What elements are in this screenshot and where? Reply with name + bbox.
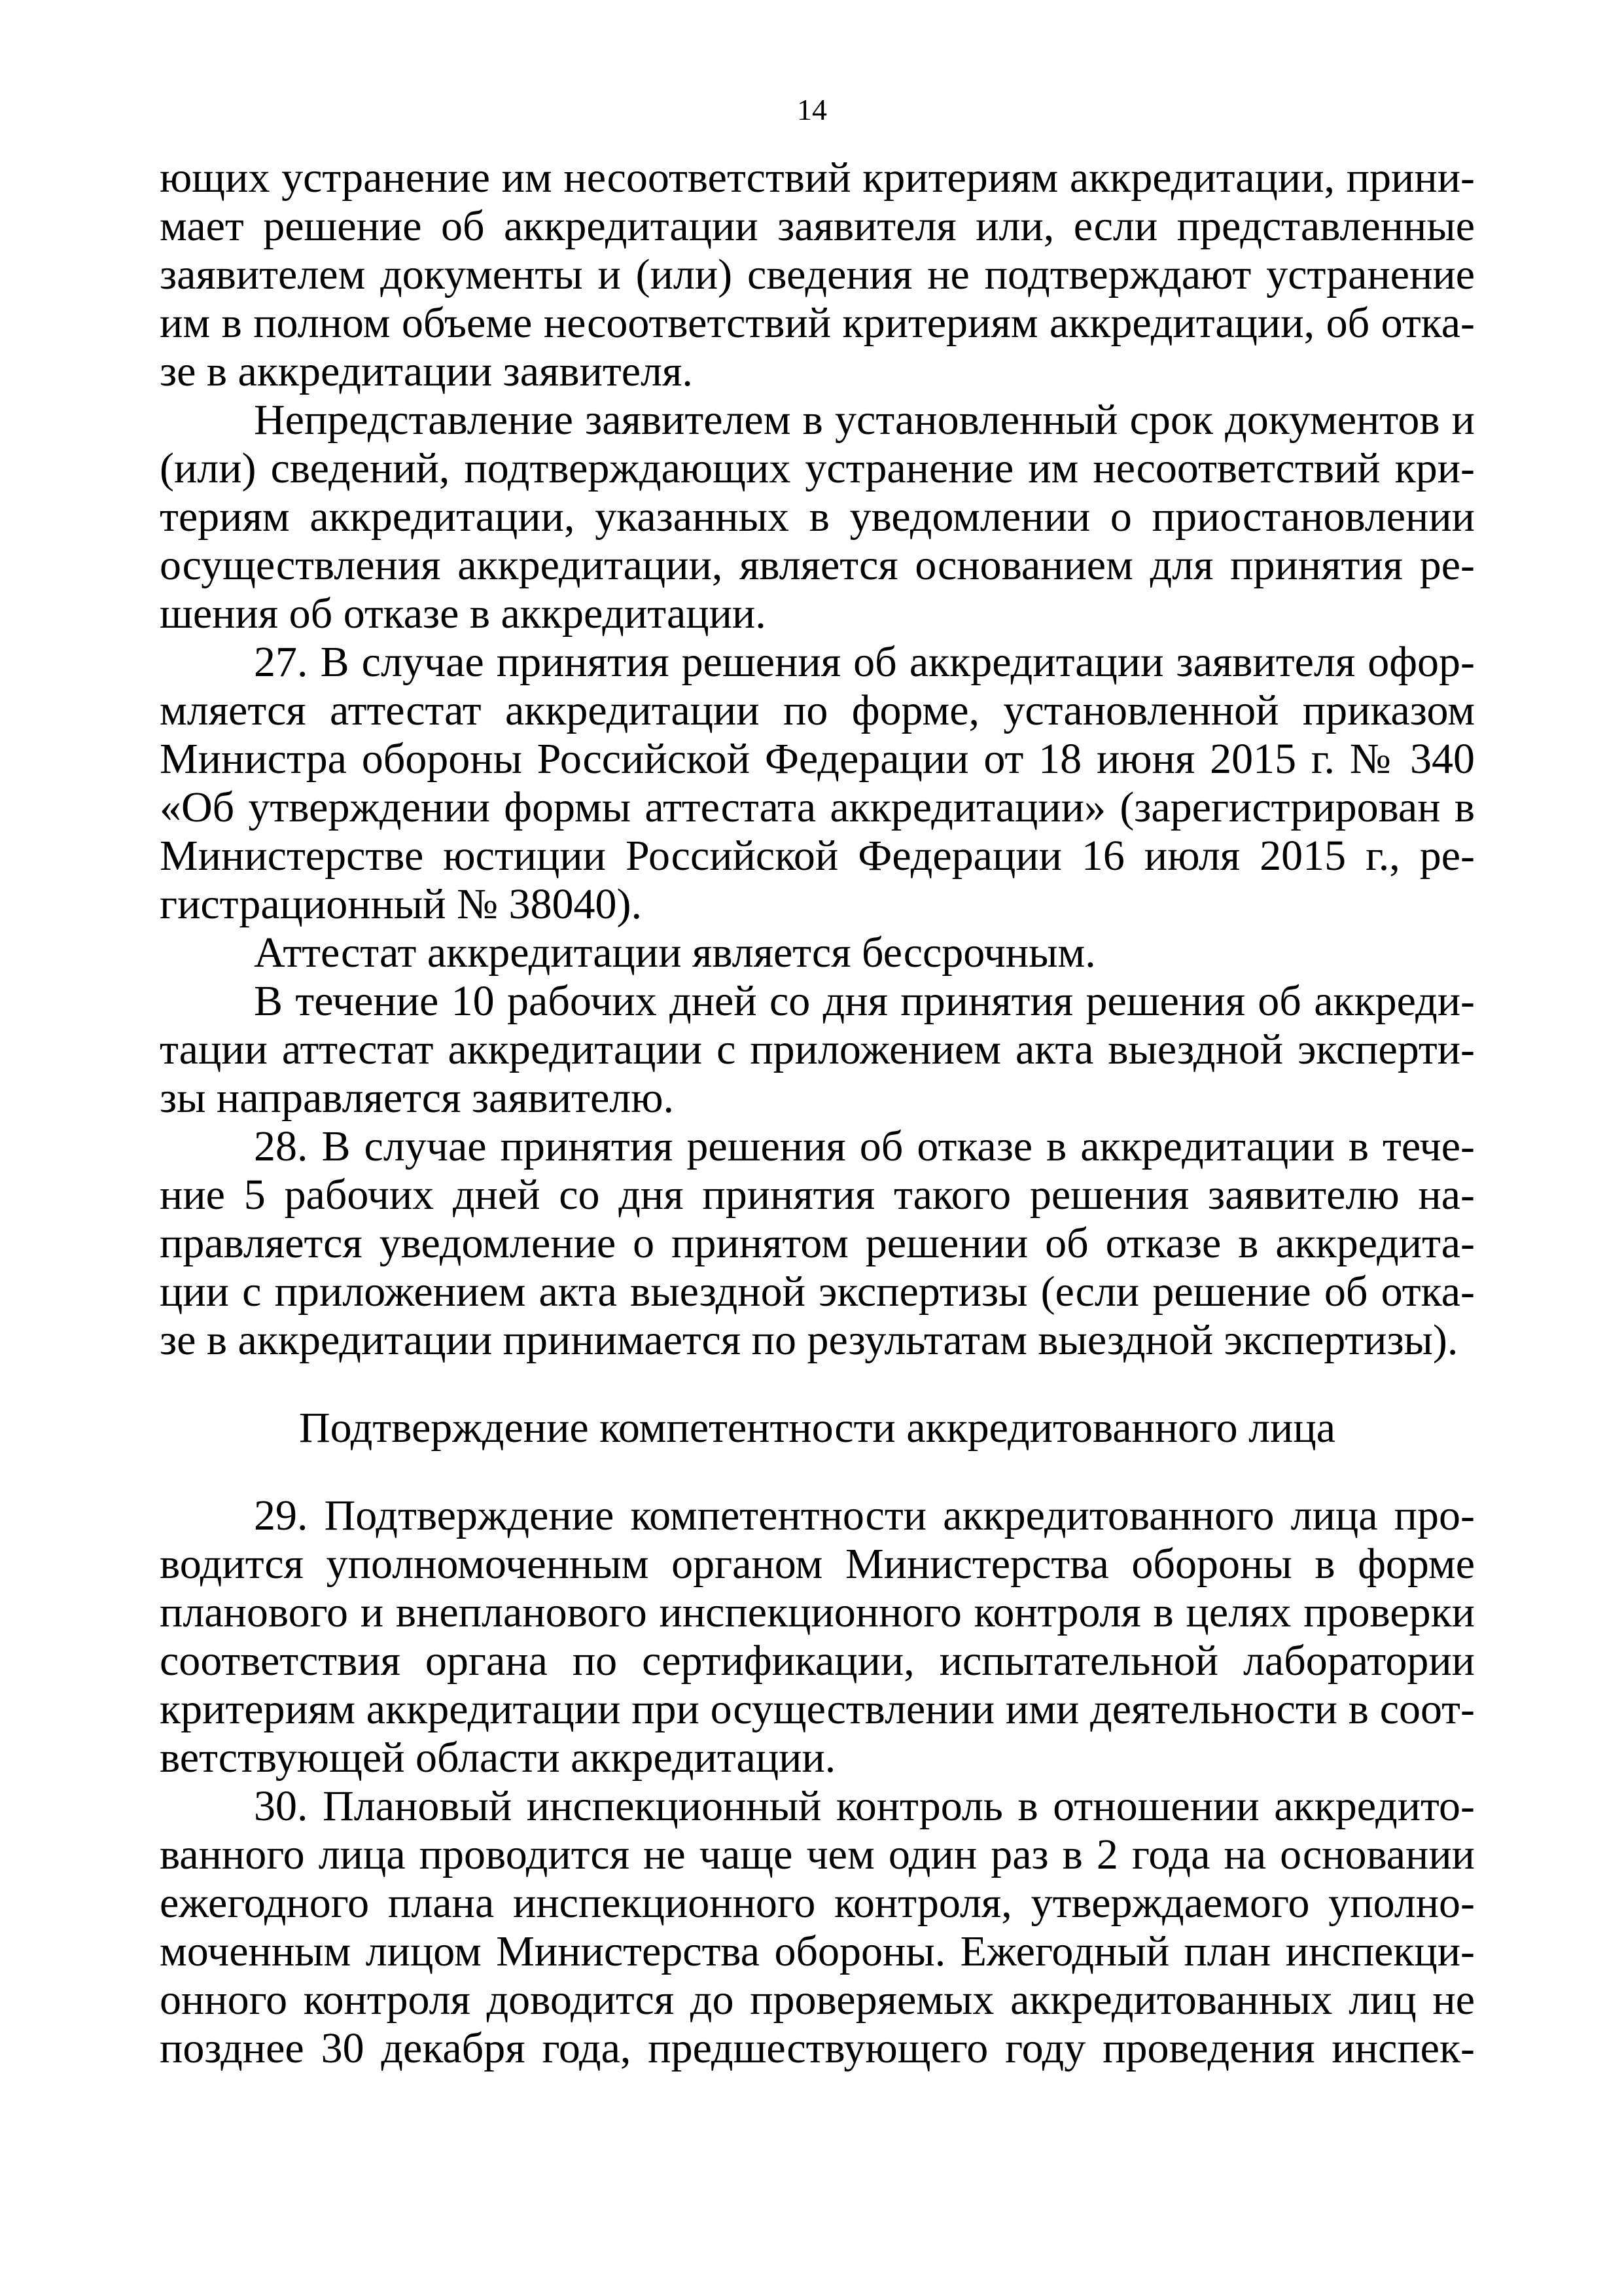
section-heading: Подтверждение компетентности аккредитованного лица [299,1404,1335,1452]
paragraph-first-line: В течение 10 рабочих дней со дня принятия решения об аккреди- [254,977,1475,1025]
text-line: мает решение об аккредитации заявителя или, если представленные [160,202,1475,250]
paragraph-first-line: 30. Плановый инспекционный контроль в отношении аккредито- [254,1782,1475,1830]
paragraph-first-line: Аттестат аккредитации является бессрочным. [254,929,1096,977]
text-line: тации аттестат аккредитации с приложением акта выездной эксперти- [160,1026,1475,1073]
text-line: (или) сведений, подтверждающих устранение им несоответствий кри- [160,444,1475,492]
paragraph-first-line: Непредставление заявителем в установленный срок документов и [254,396,1475,444]
text-line: ветствующей области аккредитации. [160,1734,836,1782]
text-line: ющих устранение им несоответствий критериям аккредитации, прини- [160,154,1475,202]
text-line: ежегодного плана инспекционного контроля, утверждаемого уполно- [160,1879,1475,1927]
text-line: Министерстве юстиции Российской Федерации 16 июля 2015 г., ре- [160,832,1475,880]
text-line: «Об утверждении формы аттестата аккредитации» (зарегистрирован в [160,783,1475,831]
text-line: соответствия органа по сертификации, испытательной лаборатории [160,1637,1475,1685]
text-line: зе в аккредитации заявителя. [160,348,693,395]
text-line: ции с приложением акта выездной экспертизы (если решение об отка- [160,1268,1475,1316]
text-line: критериям аккредитации при осуществлении ими деятельности в соот- [160,1685,1475,1733]
text-line: им в полном объеме несоответствий критериям аккредитации, об отка- [160,299,1475,347]
text-line: шения об отказе в аккредитации. [160,590,766,637]
text-line: ванного лица проводится не чаще чем один раз в 2 года на основании [160,1831,1475,1878]
text-line: позднее 30 декабря года, предшествующего году проведения инспек- [160,2024,1475,2072]
text-line: водится уполномоченным органом Министерства обороны в форме [160,1540,1475,1588]
text-line: планового и внепланового инспекционного контроля в целях проверки [160,1588,1475,1636]
text-line: заявителем документы и (или) сведения не подтверждают устранение [160,251,1475,298]
text-line: мляется аттестат аккредитации по форме, установленной приказом [160,687,1475,734]
text-line: ние 5 рабочих дней со дня принятия такого решения заявителю на- [160,1171,1475,1219]
text-line: осуществления аккредитации, является основанием для принятия ре- [160,541,1475,589]
page-number: 14 [797,93,827,126]
document-body [160,154,1475,2073]
paragraph-first-line: 29. Подтверждение компетентности аккредитованного лица про- [254,1492,1475,1539]
text-line: териям аккредитации, указанных в уведомлении о приостановлении [160,493,1475,541]
paragraph-first-line: 28. В случае принятия решения об отказе в аккредитации в тече- [254,1122,1475,1170]
paragraph-first-line: 27. В случае принятия решения об аккредитации заявителя офор- [254,638,1475,686]
text-line: моченным лицом Министерства обороны. Ежегодный план инспекци- [160,1928,1475,1975]
text-line: зе в аккредитации принимается по результатам выездной экспертизы). [160,1316,1458,1364]
text-line: онного контроля доводится до проверяемых аккредитованных лиц не [160,1976,1475,2024]
text-line: Министра обороны Российской Федерации от 18 июня 2015 г. № 340 [160,735,1475,783]
text-line: зы направляется заявителю. [160,1074,675,1122]
text-line: правляется уведомление о принятом решении об отказе в аккредита- [160,1219,1475,1267]
text-line: гистрационный № 38040). [160,880,643,928]
